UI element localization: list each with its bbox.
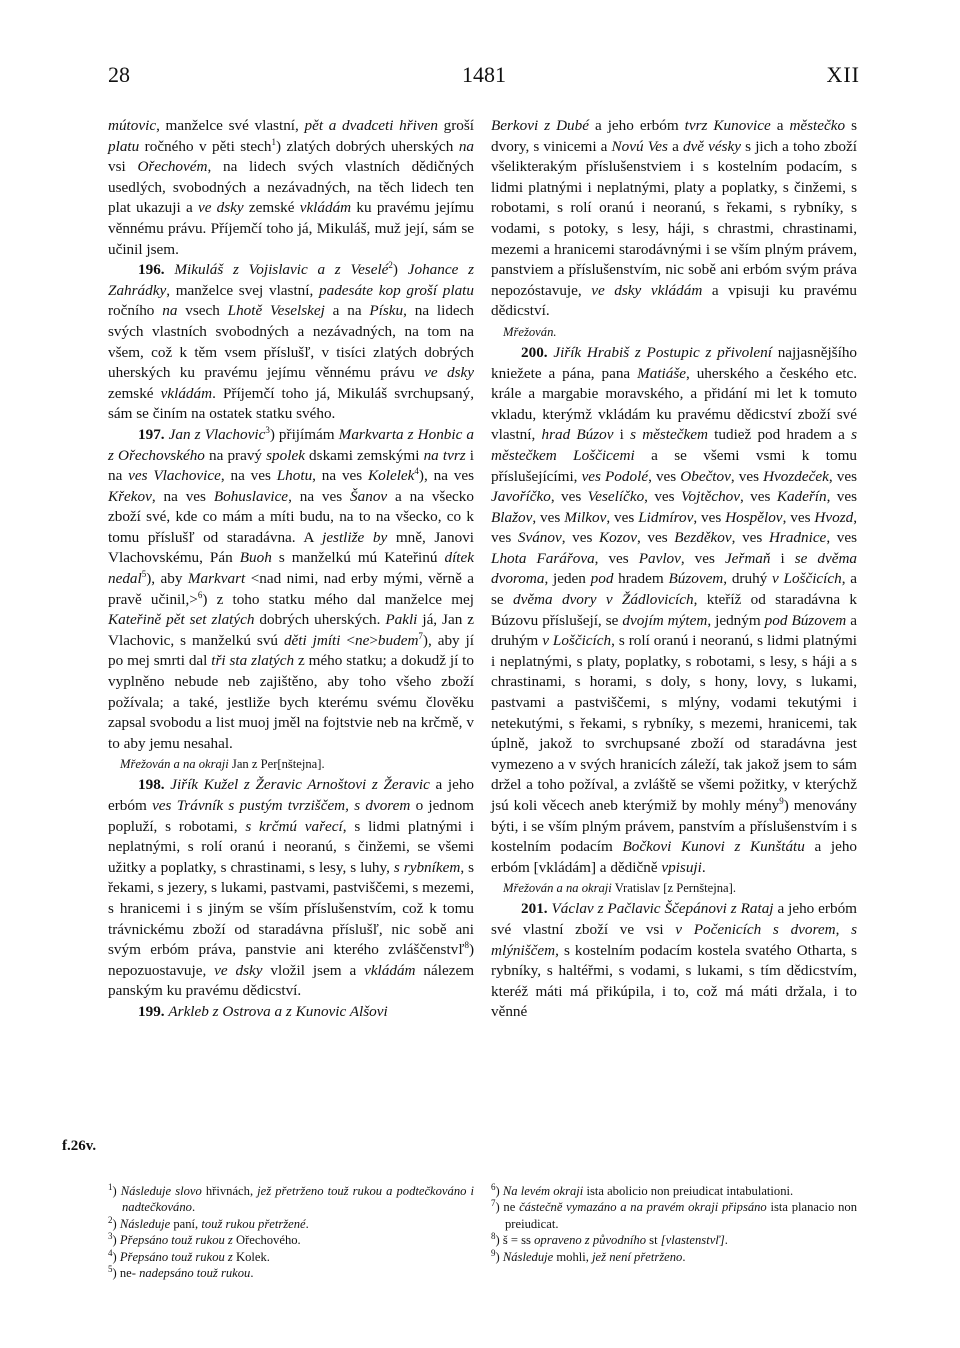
footnote: $^1$) Následuje slovo hřivnách, jež přetrženo touž rukou a podtečkováno i nadtečkováno. <box>108 1181 474 1215</box>
entry-paragraph: mútovic, manželce své vlastní, pět a dvadceti hřiven groší platu ročného v pěti stech$^1$) zlatých dobrých uherských na vsi Ořechovém, na lidech svých vlastních dědičných usedlých, svobodných a nezávadných, na těch lidech ten plat ukazuji a ve dsky zemské vkládám ku pravému jejímu věnnému právu. Příjemčí toho já, Mikuláš, muž její, sám se učinil jsem. <box>108 117 475 258</box>
entry-paragraph: 196. Mikuláš z Vojislavic a z Veselé$^2$) Johance z Zahrádky, manželce svej vlastní, padesáte kop groší platu ročního na vsech Lhotě Veselskej a na Písku, na lidech svých vlastních svobodných a nezávadných, na tom na všem, což k těm vsem příslušľ, v tisíci zlatých dobrých uherských ku pravému jejímu věnnému právu ve dsky zemské vkládám. Příjemčí toho já, Mikuláš svrchupsaný, sám se činím na ostatek statku svého. <box>108 260 474 423</box>
left-column <box>108 116 474 1023</box>
footnote: $^4$) Přepsáno touž rukou z Kolek. <box>108 1247 270 1264</box>
footnote: $^5$) ne- nadepsáno touž rukou. <box>108 1263 254 1281</box>
footnotes-right <box>491 1183 857 1265</box>
year-heading: 1481 <box>462 62 506 87</box>
footnote: $^2$) Následuje paní, touž rukou přetržené. <box>108 1214 309 1231</box>
entry-paragraph: 198. Jiřík Kužel z Žeravic Arnoštovi z Žeravic a jeho erbóm ves Trávník s pustým tvrziščem, s dvorem o jednom popluží, s robotami, s krčmú vařecí, s lidmi platnými i neplatnými, s rolí oranú i neoranú, s činžemi, se všemi užitky a poplatky, s chrastinami, s lesy, s luhy, s rybníkem, s řekami, s jezery, s lukami, pastvami, pastviščemi, s mezemi, s hranicemi i s jiným se vším příslušenstvím, což k tomu trávnickému zboží od staradávna příslušľ, nic sobě ani svým erbóm práva, panstvie ani kterého zvláščenstvľ$^8$) nepozuostavuje, ve dsky vložil jsem a vkládám nálezem panským ku pravému dědicství. <box>108 776 475 1000</box>
footnote: $^6$) Na levém okraji ista abolicio non preiudicat intabulationi. <box>491 1181 794 1198</box>
page-header <box>108 62 860 92</box>
entry-paragraph: 200. Jiřík Hrabiš z Postupic z přivolení najjasnějšího kniežete a pána, pana Matiáše, uherského a českého etc. krále a margabie moravského, a přidání mi let k tomuto vkladu, kterýmž vkládám ku pravému dědicství zboží své vlastní, hrad Búzov i s městečkem tudiež pod hradem a s městečkem Loščicemi a se všemi vsmi k tomu příslušejícími, ves Podolé, ves Obečtov, ves Hvozdeček, ves Javoříčko, ves Veselíčko, ves Vojtěchov, ves Kadeřín, ves Blažov, ves Milkov, ves Lidmírov, ves Hospělov, ves Hvozd, ves Svánov, ves Kozov, ves Bezděkov, ves Hradnice, ves Lhota Farářova, ves Pavlov, ves Jeřmaň i se dvěma dvoroma, jeden pod hradem Búzovem, druhý v Loščicích, a se dvěma dvory v Žádlovicích, kteříž od staradávna k Búzovu příslušejí, se dvojím mýtem, jedným pod Búzovem a druhým v Loščicích, s rolí oranú i neoranú, s lidmi platnými i neplatnými, s platy, poplatky, s robotami, s lesy, s háji a s chrastinami, s horami, s doly, s hony, lovy, s lukami, pastvami a pastviščemi, s mlýny, vodami tekutými i netekutými, s řekami, s rybníky, s mezemi, hranicemi, tak úplně, jakož to svrchupsané zboží od staradávna jest vymezeno a v svých hranicích záleží, tak jakož jsem to sám držel a toho požíval, a zvláště se všemi požitky, v kterýchž jsú koli věcech aneb kterýmiž by mohly ménу$^9$) menovány býti, i se vším plným právem, panstvím a příslušenstvím i s kostelním podacím Bočkovi Kunovi z Kunštátu a jeho erbóm [vkládám] a dědičně vpisuji. <box>491 343 858 876</box>
margin-annotation: Mřežován a na okraji Jan z Per[nštejna]. <box>120 757 325 772</box>
footnote: $^9$) Následuje mohli, jež není přetrženo. <box>491 1247 686 1264</box>
margin-annotation: Mřežován. <box>503 324 557 339</box>
volume-number: XII <box>826 62 860 87</box>
entry-paragraph: 201. Václav z Pačlavic Ščepánovi z Rataj a jeho erbóm své vlastní zboží ve vsi v Počenicích s dvorem, s mlýniščem, s kostelním podacím kostela svatého Otharta, s rybníky, s haltéřmi, s vodami, s lukami, s tím dědicstvím, kteréž máti má přikúpila, i to, což má máti držala, i to věnné <box>491 900 857 1021</box>
entry-paragraph: 199. Arkleb z Ostrova a z Kunovic Alšovi <box>138 1002 388 1020</box>
margin-folio-reference: f.26v. <box>62 1138 97 1154</box>
margin-annotation: Mřežován a na okraji Vratislav [z Pernštejna]. <box>503 881 736 896</box>
footnote: $^7$) ne částečně vymazáno a na pravém okraji připsáno ista planacio non preiudicat. <box>491 1198 857 1231</box>
page-number: 28 <box>108 62 130 87</box>
footnotes-left <box>108 1183 474 1281</box>
footnote: $^3$) Přepsáno touž rukou z Ořechového. <box>108 1231 301 1248</box>
entry-paragraph: Berkovi z Dubé a jeho erbóm tvrz Kunovice a městečko s dvory, s vinicemi a Novú Ves a dvě vésky s jich a toho zboží všelikterakým příslušenstviem i s kostelním podacím, s lidmi platnými i neplatnými, platy a poplatky, s činžemi, s robotami, s rolí oranú i neoranú, s řekami, s rybníky, s vodami, s potoky, s lesy, háji, s chrastmi, chrastinami, mezemi a hranicemi starodávnými i se vším plným právem, panstviem a příslušenstvím, nic sobě ani erbóm svým práva nepozóstavuje, ve dsky vkládám a vpisuji ku pravému dědicství. <box>491 117 857 320</box>
footnote: $^8$) š = ss opraveno z původního st [vlastenstvľ]. <box>491 1231 728 1248</box>
entry-paragraph: 197. Jan z Vlachovic$^3$) přijímám Markvarta z Honbic a z Ořechovského na pravý spolek dskami zemskými na tvrz i na ves Vlachovice, na ves Lhotu, na ves Kolelek$^4$), na ves Křekov, na ves Bohuslavice, na ves Šanov a na všecko zboží své, kde co mám a míti budu, na to na všecko, co k tomu příslušľ od staradávna. A jestliže by mně, Janovi Vlachovskému, Pán Buoh s manželkú mú Kateřinú dítek nedal$^5$), aby Markvart <nad nimi, nad erby mými, věrně a pravě učinil,>$^6$) z toho statku mého dal manželce mej Kateřině pět set zlatých dobrých uherských. Pakli já, Jan z Vlachovic, s manželkú svú děti jmíti <ne>budem$^7$), aby jí po mej smrti dal tři sta zlatých z mého statku; a dokudž jí to vyplněno nebude neb zajištěno, aby toho všeho zboží požívala; a také, jestliže bych kterému svému člověku zapsal svobodu a list muoj jměl na fojtstvie neb na krčmě, v to aby jemu nesahal. <box>108 424 475 752</box>
right-column <box>491 116 857 1023</box>
